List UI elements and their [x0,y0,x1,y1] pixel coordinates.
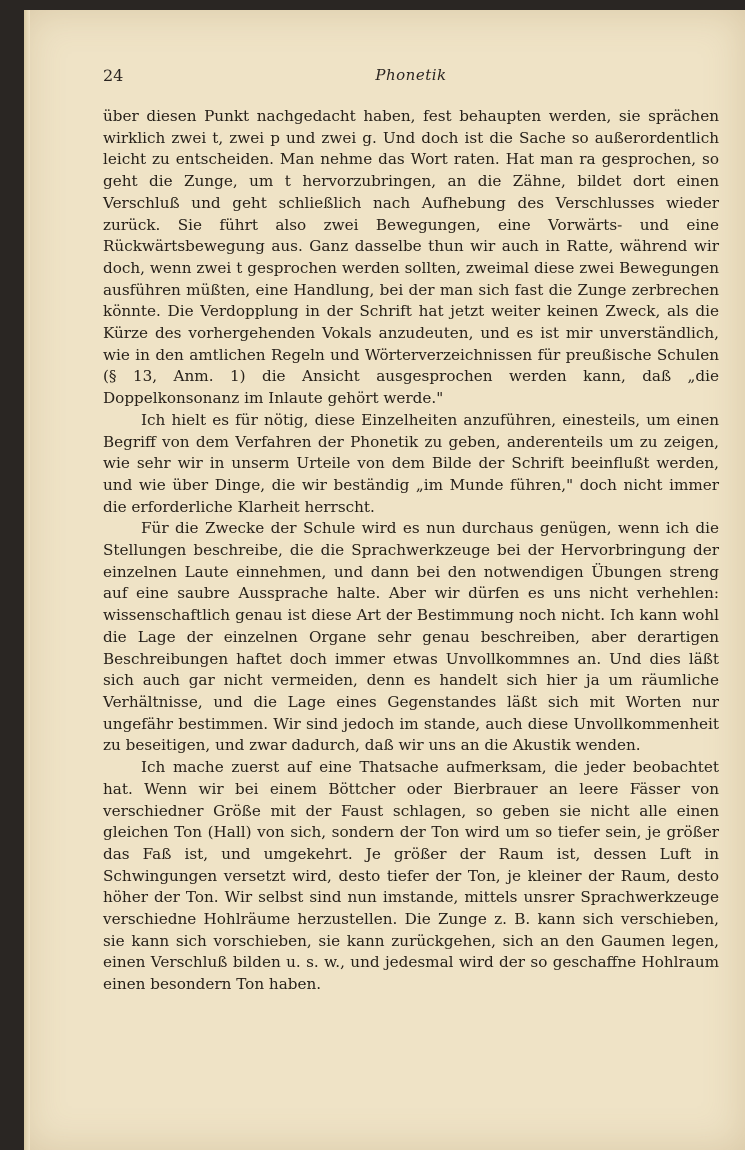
page-header [103,66,719,96]
running-head: Phonetik [375,66,447,84]
paragraph-2: Ich hielt es für nötig, diese Einzelheiten anzuführen, einesteils, um einen Begriff von dem Verfahren der Phonetik zu geben, anderenteils um zu zeigen, wie sehr wir in unserm Urteile von dem Bilde der Schrift beeinflußt werden, und wie über Dinge, die wir beständig „im Munde führen," doch nicht immer die erforderliche Klarheit herrscht. [103,410,719,516]
paragraph-4: Ich mache zuerst auf eine Thatsache aufmerksam, die jeder beobachtet hat. Wenn wir bei einem Böttcher oder Bierbrauer an leere Fässer von verschiedner Größe mit der Faust schlagen, so geben sie nicht alle einen gleichen Ton (Hall) von sich, sondern der Ton wird um so tiefer sein, je größer das Faß ist, und umgekehrt. Je größer der Raum ist, dessen Luft in Schwingungen versetzt wird, desto tiefer der Ton, je kleiner der Raum, desto höher der Ton. Wir selbst sind nun imstande, mittels unsrer Sprachwerkzeuge verschiedne Hohlräume herzustellen. Die Zunge z. B. kann sich verschieben, sie kann sich vorschieben, sie kann zurückgehen, sich an den Gaumen legen, einen Verschluß bilden u. s. w., und jedesmal wird der so geschaffne Hohlraum einen besondern Ton haben. [103,758,719,994]
book-page [24,10,745,1150]
paragraph-1: über diesen Punkt nachgedacht haben, fest behaupten werden, sie sprächen wirklich zwei t, zwei p und zwei g. Und doch ist die Sache so außerordentlich leicht zu entscheiden. Man nehme das Wort raten. Hat man ra gesprochen, so geht die Zunge, um t hervorzubringen, an die Zähne, bildet dort einen Verschluß und geht schließlich nach Aufhebung des Verschlusses wieder zurück. Sie führt also zwei Bewegungen, eine Vorwärts- und eine Rückwärtsbewegung aus. Ganz dasselbe thun wir auch in Ratte, während wir doch, wenn zwei t gesprochen werden sollten, zweimal diese zwei Bewegungen ausführen müßten, eine Handlung, bei der man sich fast die Zunge zerbrechen könnte. Die Verdopplung in der Schrift hat jetzt weiter keinen Zweck, als die Kürze des vorhergehenden Vokals anzudeuten, und es ist mir unverständlich, wie in den amtlichen Regeln und Wörterverzeichnissen für preußische Schulen (§ 13, Anm. 1) die Ansicht ausgesprochen werden kann, daß „die Doppelkonsonanz im Inlaute gehört werde." [103,107,719,408]
body-text [103,106,719,996]
page-number: 24 [103,66,124,85]
paragraph-3: Für die Zwecke der Schule wird es nun durchaus genügen, wenn ich die Stellungen beschreibe, die die Sprachwerkzeuge bei der Hervorbringung der einzelnen Laute einnehmen, und dann bei den notwendigen Übungen streng auf eine saubre Aussprache halte. Aber wir dürfen es uns nicht verhehlen: wissenschaftlich genau ist diese Art der Bestimmung noch nicht. Ich kann wohl die Lage der einzelnen Organe sehr genau beschreiben, aber derartigen Beschreibungen haftet doch immer etwas Unvollkommnes an. Und dies läßt sich auch gar nicht vermeiden, denn es handelt sich hier ja um räumliche Verhältnisse, und die Lage eines Gegenstandes läßt sich mit Worten nur ungefähr bestimmen. Wir sind jedoch im stande, auch diese Unvollkommenheit zu beseitigen, und zwar dadurch, daß wir uns an die Akustik wenden. [103,519,719,755]
